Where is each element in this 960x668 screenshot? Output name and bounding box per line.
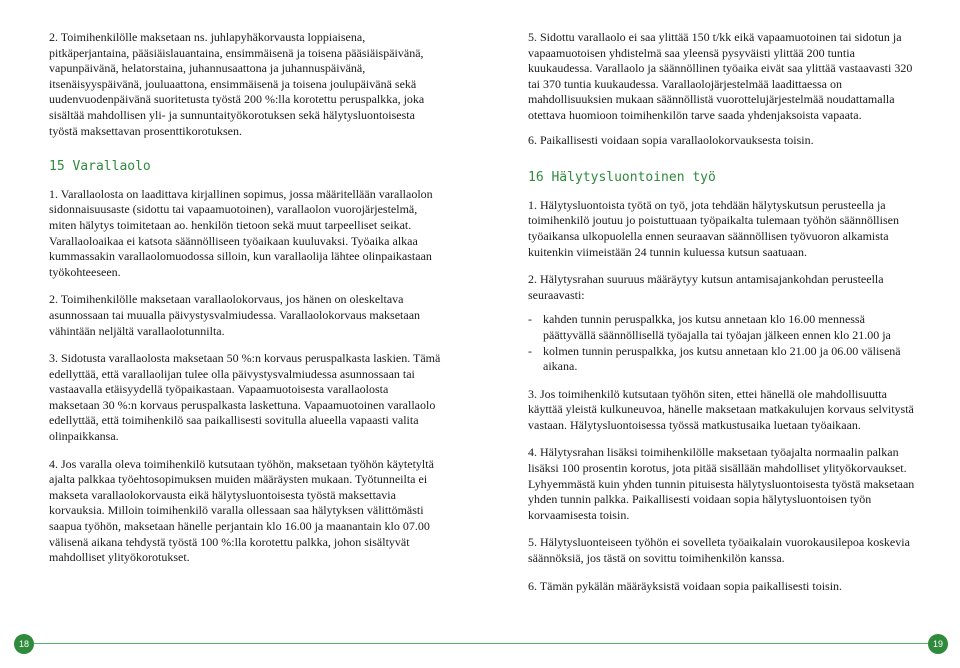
paragraph-5: 5. Sidottu varallaolo ei saa ylittää 150 t/kk eikä vapaamuotoinen tai sidotun ja vapaamuotoisen yhdistelmä saa yleensä pysyväisti ylittää 200 tuntia kuukaudessa. Varallaolo ja säännöllinen työaika eivät saa ylittää vastaavasti 320 tai 370 tuntia kuukaudessa. Varallaolojärjestelmää laadittaessa on mahdollisuuksien mukaan säännöllistä vuorottelujärjestelmää noudattamalla otettava huomioon toimihenkilön tarve saada yhdenjaksoista vapaata.: [528, 30, 913, 122]
paragraph-1: 1. Varallaolosta on laadittava kirjallinen sopimus, jossa määritellään varallaolon sidonnaisuusaste (sidottu tai vapaamuotoinen), varallaolon vuorojärjestelmä, miten hälytys toimitetaan ao. henkilön tietoon sekä muut tarpeelliset seikat. Varallaoloaikaa ei katsota säännölliseen työaikaan kuuluvaksi. Työaika alkaa kummassakin varallaolomuodossa silloin, kun varallaolija lähtee olinpaikastaan työkohteeseen.: [49, 186, 433, 279]
list-item: - kolmen tunnin peruspalkka, jos kutsu annetaan klo 21.00 ja 06.00 välisenä aikana.: [528, 344, 918, 375]
page-number-right: 19: [928, 634, 948, 654]
left-column: [49, 30, 441, 566]
list-item: - kahden tunnin peruspalkka, jos kutsu annetaan klo 16.00 mennessä päättyvällä säännöllisellä työajalla tai työajan jälkeen ennen klo 21.00 ja: [528, 312, 918, 343]
section-heading-varallaolo: 15 Varallaolo: [49, 159, 151, 175]
footer-divider: [32, 643, 928, 644]
paragraph-6: 6. Tämän pykälän määräyksistä voidaan sopia paikallisesti toisin.: [528, 578, 843, 593]
intro-paragraph: 2. Toimihenkilölle maksetaan ns. juhlapyhäkorvausta loppiaisena, pitkäperjantaina, pääsiäislauantaina, ensimmäisenä ja toisena pääsiäispäivänä, vapunpäivänä, helatorstaina, juhannusaattona ja juhannuspäivänä, itsenäisyyspäivänä, jouluaattona, ensimmäisenä ja toisena joulupäivänä sekä uudenvuodenpäivänä suoritetusta työstä 200 %:lla korotettu peruspalkka, joka sisältää mahdollisen yli- ja sunnuntaityökorotuksen sekä hälytysluontoisesta työstä maksettavan prosenttikorotuksen.: [49, 30, 425, 138]
paragraph-3: 3. Jos toimihenkilö kutsutaan työhön siten, ettei hänellä ole mahdollisuutta käyttää yleistä kulkuneuvoa, hänelle maksetaan matkakulujen korvaus selvitystä vastaan. Hälytysluontoisessa työssä matkustusaika luetaan työaikaan.: [528, 386, 914, 432]
section-heading-halytysluontoinen-tyo: 16 Hälytysluontoinen työ: [528, 170, 716, 186]
paragraph-6: 6. Paikallisesti voidaan sopia varallaolokorvauksesta toisin.: [528, 132, 814, 147]
page-number-left: 18: [14, 634, 34, 654]
paragraph-4: 4. Hälytysrahan lisäksi toimihenkilölle maksetaan työajalta normaalin palkan lisäksi 100 prosentin korotus, jota pitää sisällään mahdolliset ylityökorvaukset. Lyhyemmästä kuin yhden tunnin pituisesta hälytysluontoisesta työstä maksetaan yhden tunnin palkka. Paikallisesti voidaan sopia hälytysluontoisen työn korvaamisesta toisin.: [528, 445, 915, 522]
paragraph-4: 4. Jos varalla oleva toimihenkilö kutsutaan työhön, maksetaan työhön käytetyltä ajalta palkkaa työehtosopimuksen muiden määräysten mukaan. Työtunneilta ei makseta varallaolokorvausta eikä hälytysluontoisesta työstä maksettavia korvauksia. Milloin toimihenkilö varalla ollessaan saa hälytyksen välittömästi saapua työhön, maksetaan hänelle perjantain klo 16.00 ja maanantain klo 07.00 välisenä aikana tehdystä työstä 100 %:lla korotettu palkka, johon sisältyvät mahdolliset ylityökorotukset.: [49, 456, 434, 565]
paragraph-3: 3. Sidotusta varallaolosta maksetaan 50 %:n korvaus peruspalkasta laskien. Tämä edellyttää, että varallaolijan tulee olla päivystysvalmiudessa asunnossaan tai vastaavalla etäisyydellä työpaikastaan. Vapaamuotoisesta varallaolosta maksetaan 30 %:n korvaus peruspalkasta laskettuna. Vapaamuotoinen varallaolo edellyttää, että toimihenkilö saa paikallisesti sovitulla alueella vapaasti valita olinpaikkansa.: [49, 351, 441, 444]
right-column: [528, 30, 918, 594]
paragraph-5: 5. Hälytysluonteiseen työhön ei sovelleta työaikalain vuorokausilepoa koskevia säännöksiä, jos tästä on sovittu toimihenkilön kanssa.: [528, 535, 910, 566]
paragraph-1: 1. Hälytysluontoista työtä on työ, jota tehdään hälytyskutsun perusteella ja toimihenkilö joutuu jo poistuttuaan työpaikalta tulemaan työhön säännöllisen työaikansa ulkopuolella ennen seuraavan säännöllisen työvuoron alkamista kuitenkin viimeistään 24 tunnin kuluessa kutsun saatuaan.: [528, 197, 899, 259]
paragraph-2: 2. Toimihenkilölle maksetaan varallaolokorvaus, jos hänen on oleskeltava asunnossaan tai muualla päivystysvalmiudessa. Varallaolokorvaus maksetaan vähintään neljältä varallaolotunnilta.: [49, 292, 421, 338]
paragraph-2: 2. Hälytysrahan suuruus määräytyy kutsun antamisajankohdan perusteella seuraavasti:: [528, 272, 884, 302]
compensation-list: [528, 312, 918, 374]
